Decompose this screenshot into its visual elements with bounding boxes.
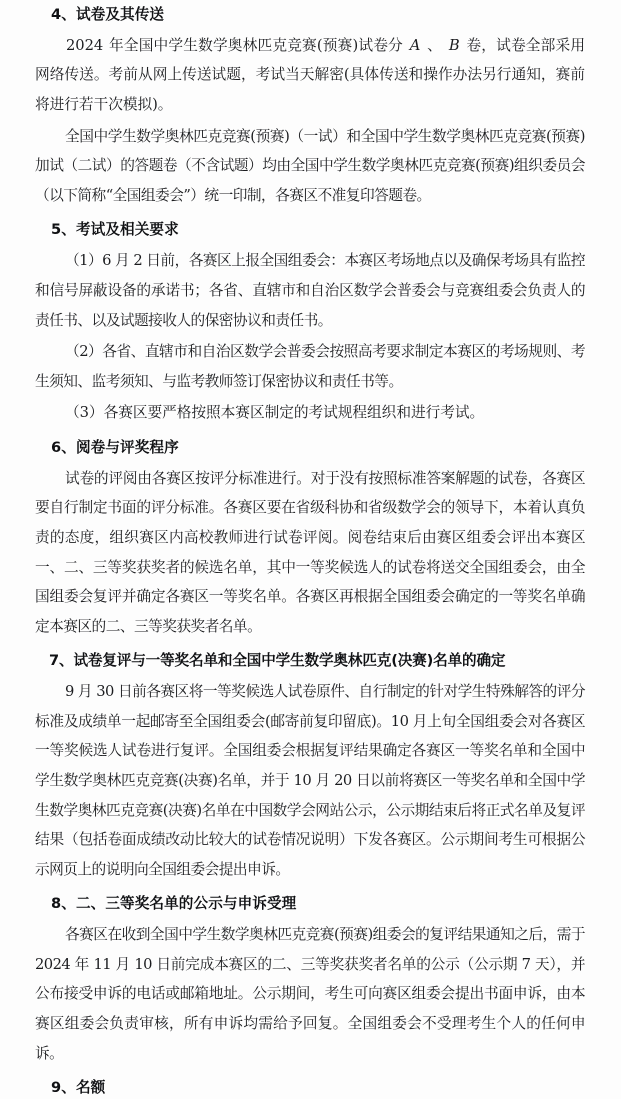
section-7-paragraph-1: 9 月 30 日前各赛区将一等奖候选人试卷原件、自行制定的针对学生特殊解答的评分标准及成绩单一起邮寄至全国组委会(邮寄前复印留底)。10 月上旬全国组委会对各赛区一等奖候选人试卷进行复评。全国组委会根据复评结果确定各赛区一等奖名单和全国中学生数学奥林匹克竞赛(决赛)名单，并于 10 月 20 日以前将赛区一等奖名单和全国中学生数学奥林匹克竞赛(决赛)名单在中国数学会网站公示，公示期结束后将正式名单及复评结果（包括卷面成绩改动比较大的试卷情况说明）下发各赛区。公示期间考生可根据公示网页上的说明向全国组委会提出申诉。: [35, 683, 585, 878]
section-5-paragraph-3: （3）各赛区要严格按照本赛区制定的考试规程组织和进行考试。: [65, 404, 485, 422]
section-heading-8: 8、二、三等奖名单的公示与申诉受理: [51, 895, 297, 913]
section-4-paragraph-2: 全国中学生数学奥林匹克竞赛(预赛)（一试）和全国中学生数学奥林匹克竞赛(预赛)加试（二试）的答题卷（不含试题）均由全国中学生数学奥林匹克竞赛(预赛)组织委员会（以下简称“全国组委会”）统一印制，各赛区不准复印答题卷。: [35, 127, 585, 204]
section-heading-6: 6、阅卷与评奖程序: [51, 438, 179, 456]
section-heading-9: 9、名额: [51, 1079, 106, 1097]
section-heading-7: 7、试卷复评与一等奖名单和全国中学生数学奥林匹克(决赛)名单的确定: [49, 652, 506, 670]
section-4-paragraph-1: 2024 年全国中学生数学奥林匹克竞赛(预赛)试卷分 A 、 B 卷，试卷全部采用网络传送。考前从网上传送试题，考试当天解密(具体传送和操作办法另行通知，赛前将进行若干次模拟)。: [35, 36, 585, 114]
spacer: [35, 884, 585, 893]
spacer: [35, 210, 585, 219]
section-6-paragraph-1: 试卷的评阅由各赛区按评分标准进行。对于没有按照标准答案解题的试卷，各赛区要自行制定书面的评分标准。各赛区要在省级科协和省级数学会的领导下，本着认真负责的态度，组织赛区内高校教师进行试卷评阅。阅卷结束后由赛区组委会评出本赛区一、二、三等奖获奖者的候选名单，其中一等奖候选人的试卷将送交全国组委会，由全国组委会复评并确定各赛区一等奖名单。各赛区再根据全国组委会确定的一等奖名单确定本赛区的二、三等奖获奖者名单。: [35, 469, 585, 635]
spacer: [35, 428, 585, 437]
section-8-paragraph-1: 各赛区在收到全国中学生数学奥林匹克竞赛(预赛)组委会的复评结果通知之后，需于 2024 年 11 月 10 日前完成本赛区的二、三等奖获奖者名单的公示（公示期 7 天），并公布接受申诉的电话或邮箱地址。公示期间，考生可向赛区组委会提出书面申诉，由本赛区组委会负责审核，所有申诉均需给予回复。全国组委会不受理考生个人的任何申诉。: [35, 926, 585, 1062]
section-5-paragraph-2: （2）各省、直辖市和自治区数学会普委会按照高考要求制定本赛区的考场规则、考生须知、监考须知、与监考教师签订保密协议和责任书等。: [35, 343, 585, 390]
spacer: [35, 641, 585, 650]
section-heading-5: 5、考试及相关要求: [51, 221, 179, 239]
section-heading-4: 4、试卷及其传送: [51, 6, 165, 23]
section-5-paragraph-1: （1）6 月 2 日前，各赛区上报全国组委会：本赛区考场地点以及确保考场具有监控和信号屏蔽设备的承诺书；各省、直辖市和自治区数学会普委会与竞赛组委会负责人的责任书、以及试题接收人的保密协议和责任书。: [35, 252, 585, 329]
spacer: [35, 1068, 585, 1077]
